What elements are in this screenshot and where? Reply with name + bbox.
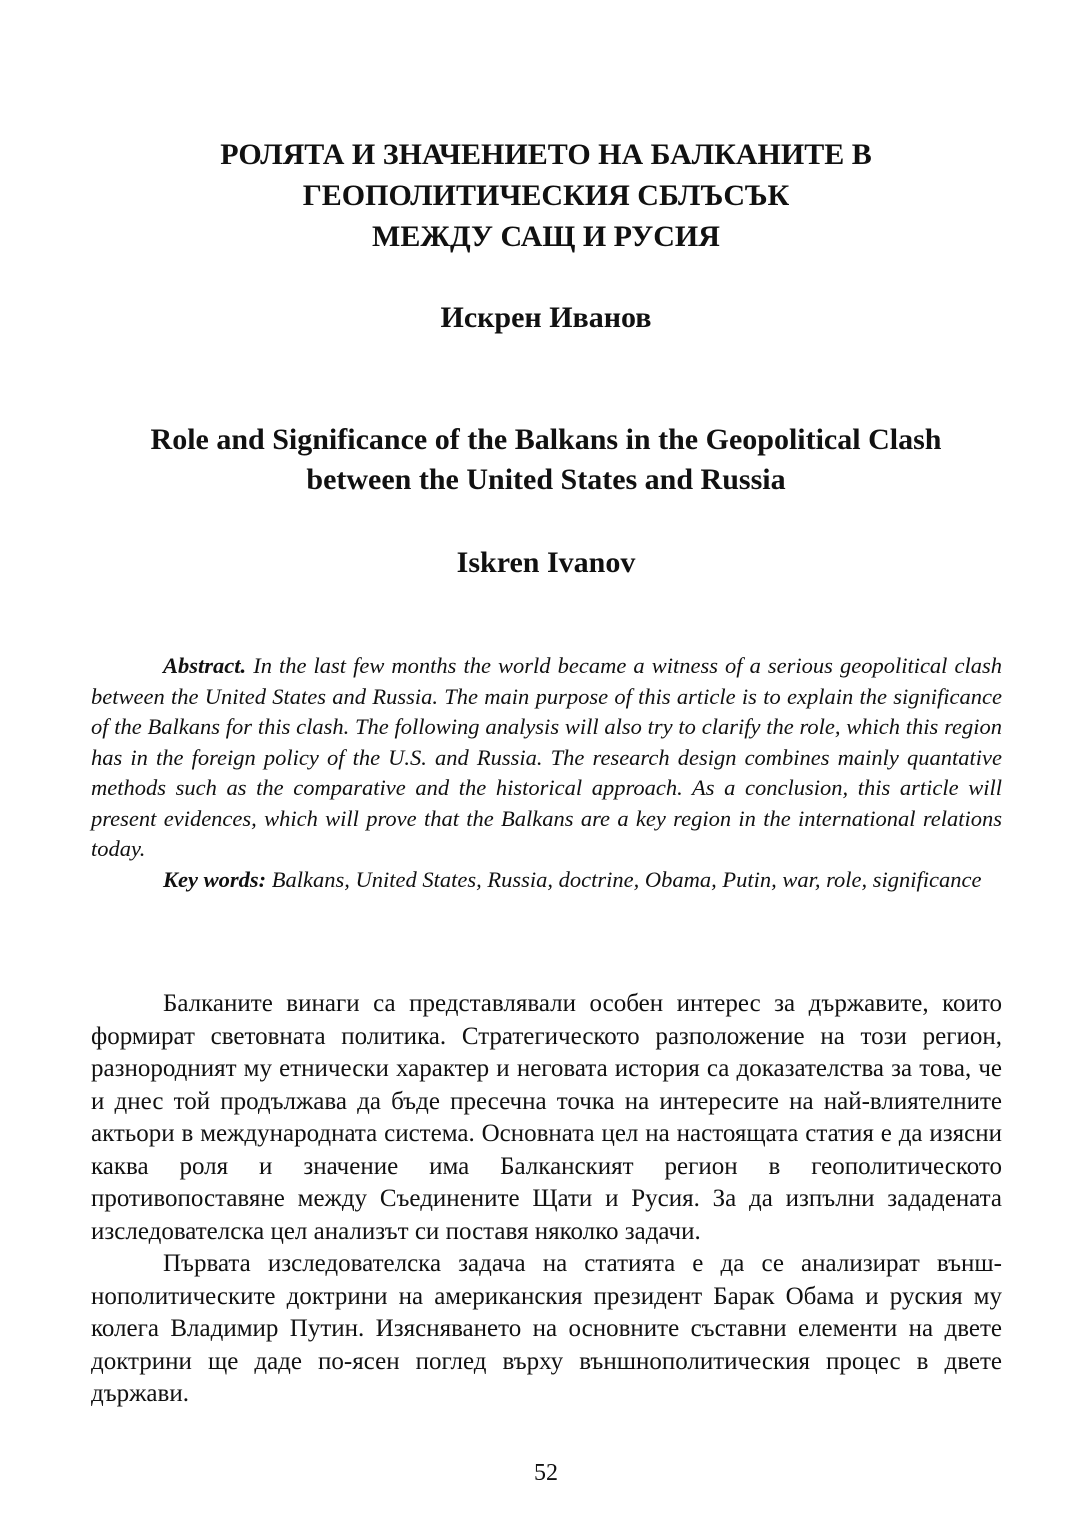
abstract-block xyxy=(91,651,1002,895)
abstract-paragraph xyxy=(91,651,1002,865)
keywords-paragraph xyxy=(91,865,1002,896)
body-paragraph-1: Балканите винаги са представлявали особен интерес за държавите, които формират световната политика. Стратегическото разположение на този регион, разнородният му етнически характер и неговата история са доказателства за това, че и днес той продължава да бъде пресечна точка на интересите на най-влиятелните актьори в международната система. Основната цел на настоящата статия е да изясни каква роля и значение има Балканският регион в геополитическото противопоставяне между Съединените Щати и Русия. За да изпълни зададената изследователска цел анализът си поставя няколко задачи. xyxy=(91,990,1002,1245)
title-bulgarian xyxy=(90,134,1002,257)
title-bulgarian-line-1: РОЛЯТА И ЗНАЧЕНИЕТО НА БАЛКАНИТЕ В xyxy=(220,138,872,171)
title-english-line-2: between the United States and Russia xyxy=(306,463,786,496)
body-text xyxy=(91,988,1002,1411)
author-bulgarian: Искрен Иванов xyxy=(440,301,652,334)
keywords-label: Key words: xyxy=(163,866,267,892)
page-number: 52 xyxy=(534,1460,558,1486)
abstract-text: In the last few months the world became a witness of a serious geopolitical clash between the United States and Russia. The main purpose of this article is to explain the significance of the Balkans for this clash. The following analysis will also try to clarify the role, which this region has in the foreign policy of the U.S. and Russia. The research design combines mainly quantative methods such as the comparative and the historical approach. As a conclusion, this article will present evidences, which will prove that the Balkans are a key region in the international relations today. xyxy=(91,653,1002,861)
title-english xyxy=(90,420,1002,500)
title-bulgarian-line-2: ГЕОПОЛИТИЧЕСКИЯ СБЛЪСЪК xyxy=(302,179,790,212)
body-paragraph-2: Първата изследователска задача на статията е да се анализират външнополитическите доктрини на американския президент Барак Обама и руския му колега Владимир Путин. Изясняването на основните съставни елементи на двете доктрини ще даде по-ясен поглед върху външнополитическия процес в двете държави. xyxy=(91,1250,1002,1407)
abstract-label: Abstract. xyxy=(163,653,247,678)
title-english-line-1: Role and Significance of the Balkans in the Geopolitical Clash xyxy=(150,423,942,456)
title-bulgarian-line-3: МЕЖДУ САЩ И РУСИЯ xyxy=(372,220,720,253)
keywords-text: Balkans, United States, Russia, doctrine, Obama, Putin, war, role, significance xyxy=(271,866,982,892)
author-english: Iskren Ivanov xyxy=(456,546,636,579)
